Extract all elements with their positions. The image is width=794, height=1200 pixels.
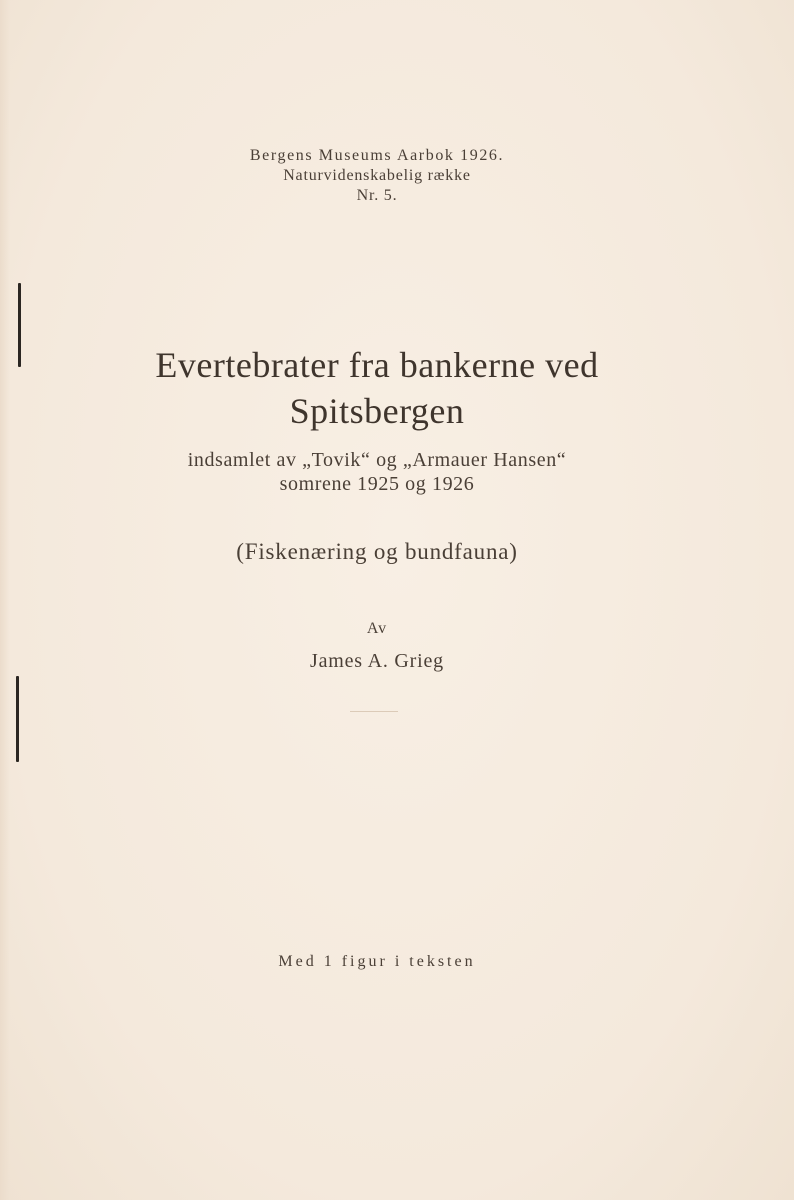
author-name: James A. Grieg <box>310 650 444 672</box>
series-line-1: Bergens Museums Aarbok 1926. <box>249 147 505 164</box>
title-line-2: Spitsbergen <box>289 391 465 431</box>
series-line-2: Naturvidenskabelig række <box>283 167 471 184</box>
document-title <box>0 342 754 434</box>
subtitle-line-1: indsamlet av „Tovik“ og „Armauer Hansen“ <box>187 449 567 471</box>
series-header <box>0 146 754 206</box>
document-subtitle <box>0 448 754 496</box>
divider-rule <box>350 711 398 712</box>
by-label: Av <box>366 620 388 637</box>
subtitle-parenthetical: (Fiskenæring og bundfauna) <box>236 539 518 564</box>
figure-note: Med 1 figur i teksten <box>278 953 476 970</box>
staple-bottom <box>16 676 19 762</box>
title-line-1: Evertebrater fra bankerne ved <box>155 345 599 385</box>
series-number: Nr. 5. <box>356 187 398 204</box>
subtitle-line-2: somrene 1925 og 1926 <box>279 473 475 495</box>
